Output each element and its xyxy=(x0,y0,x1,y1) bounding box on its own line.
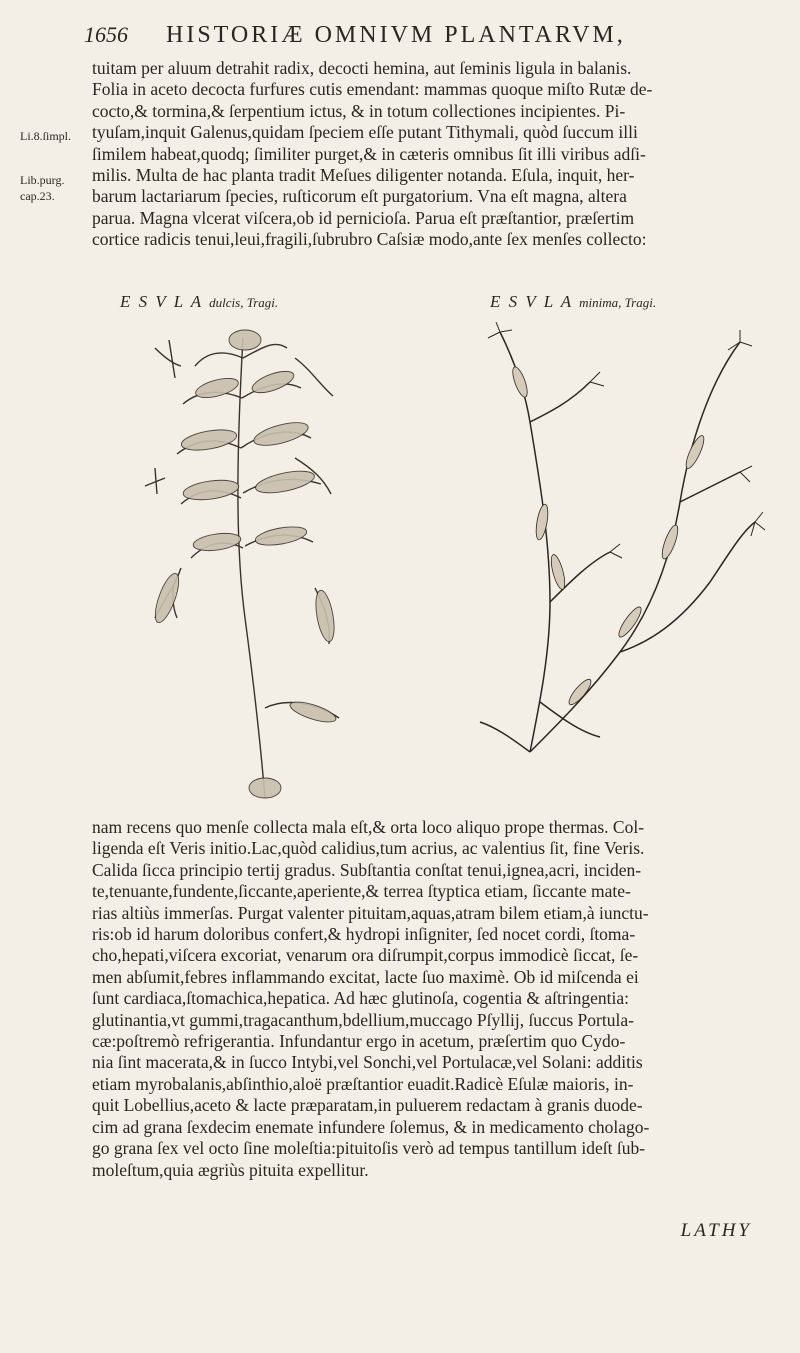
right-figure-caption xyxy=(490,292,656,312)
margin-note-purgantibus xyxy=(20,172,80,204)
text-line: Calida ſicca principio tertij gradus. Subſtantia conſtat tenui,ignea,acri, inciden- xyxy=(92,859,642,880)
text-line: glutinantia,vt gummi,tragacanthum,bdellium,muccago Pſyllij, ſuccus Portula- xyxy=(92,1009,634,1030)
margin-note-book: Lib.purg. xyxy=(20,173,65,187)
catchword: LATHY xyxy=(680,1220,752,1241)
page-number: 1656 xyxy=(84,22,128,47)
text-line: cocto,& tormina,& ſerpentium ictus, & in totum collectiones incipientes. Pi- xyxy=(92,100,626,121)
text-line: ſunt cardiaca,ſtomachica,hepatica. Ad hæc glutinoſa, cogentia & aſtringentia: xyxy=(92,988,629,1009)
text-line: etiam myrobalanis,abſinthio,aloë præſtantior euadit.Radicè Eſulæ maioris, in- xyxy=(92,1073,634,1094)
page-header xyxy=(84,22,760,49)
text-line: ris:ob id harum doloribus confert,& hydropi inſigniter, ſed nocet cordi, ſtoma- xyxy=(92,924,636,945)
running-title: HISTORIÆ OMNIVM PLANTARVM, xyxy=(166,22,626,48)
text-line: ligenda eſt Veris initio.Lac,quòd calidius,tum acrius, ac valentius ſit, fine Veris. xyxy=(92,838,645,859)
right-caption-sub: minima, Tragi. xyxy=(579,295,657,310)
margin-note-chapter: cap.23. xyxy=(20,189,55,203)
margin-note-simplicibus: Li.8.ſimpl. xyxy=(20,129,71,143)
bottom-paragraph xyxy=(92,817,772,1181)
text-line: tyuſam,inquit Galenus,quidam ſpeciem eſſe putant Tithymali, quòd ſuccum illi xyxy=(92,122,638,143)
text-line: go grana ſex vel octo ſine moleſtia:pituitoſis verò ad tempus tantillum ideſt ſub- xyxy=(92,1138,646,1159)
text-line: barum lactariarum ſpecies, ruſticorum eſt purgatorium. Vna eſt magna, altera xyxy=(92,186,627,207)
text-line: Folia in aceto decocta furfures cutis emendant: mammas quoque miſto Rutæ de- xyxy=(92,79,653,100)
text-line: ſimilem habeat,quodq; ſimiliter purget,& in cæteris omnibus ſit illi viribus adſi- xyxy=(92,143,646,164)
text-line: tuitam per aluum detrahit radix, decocti hemina, aut ſeminis ligula in balanis. xyxy=(92,58,632,78)
top-paragraph xyxy=(92,58,772,251)
text-line: milis. Multa de hac planta tradit Meſues diligenter notanda. Eſula, inquit, her- xyxy=(92,165,635,186)
text-line: parua. Magna vlcerat viſcera,ob id pernicioſa. Parua eſt præſtantior, præſertim xyxy=(92,207,635,228)
right-caption-main: E S V L A xyxy=(490,292,573,311)
left-figure-caption xyxy=(120,292,278,312)
text-line: men abſumit,febres inflammando excitat, lacte ſuo maximè. Ob id miſcenda ei xyxy=(92,966,639,987)
text-line: rias altiùs immerſas. Purgat valenter pituitam,aquas,atram bilem etiam,à iunctu- xyxy=(92,902,649,923)
esula-dulcis-woodcut xyxy=(125,318,355,803)
text-line: nia ſint macerata,& in ſucco Intybi,vel Sonchi,vel Portulacæ,vel Solani: additis xyxy=(92,1052,643,1073)
text-line: cæ:poſtremò refrigerantia. Infundantur ergo in acetum, præſertim quo Cydo- xyxy=(92,1031,626,1052)
text-line: nam recens quo menſe collecta mala eſt,& orta loco aliquo prope thermas. Col- xyxy=(92,817,645,837)
text-line: quit Lobellius,aceto & lacte præparatam,in puluerem redactam à granis duode- xyxy=(92,1095,643,1116)
left-caption-main: E S V L A xyxy=(120,292,203,311)
text-line: cho,hepati,viſcera excoriat, venarum ora diſrumpit,corpus immodicè ſiccat, ſe- xyxy=(92,945,639,966)
left-caption-sub: dulcis, Tragi. xyxy=(209,295,279,310)
text-line: moleſtum,quia ægriùs pituita expellitur. xyxy=(92,1159,369,1180)
esula-minima-woodcut xyxy=(470,322,770,767)
text-line: cortice radicis tenui,leui,fragili,ſubrubro Caſsiæ modo,ante ſex menſes collecto: xyxy=(92,229,647,250)
text-line: te,tenuante,fundente,ſiccante,aperiente,& terrea ſtyptica etiam, ſiccante mate- xyxy=(92,881,631,902)
text-line: cim ad grana ſexdecim enemate infundere ſolemus, & in medicamento cholago- xyxy=(92,1116,650,1137)
